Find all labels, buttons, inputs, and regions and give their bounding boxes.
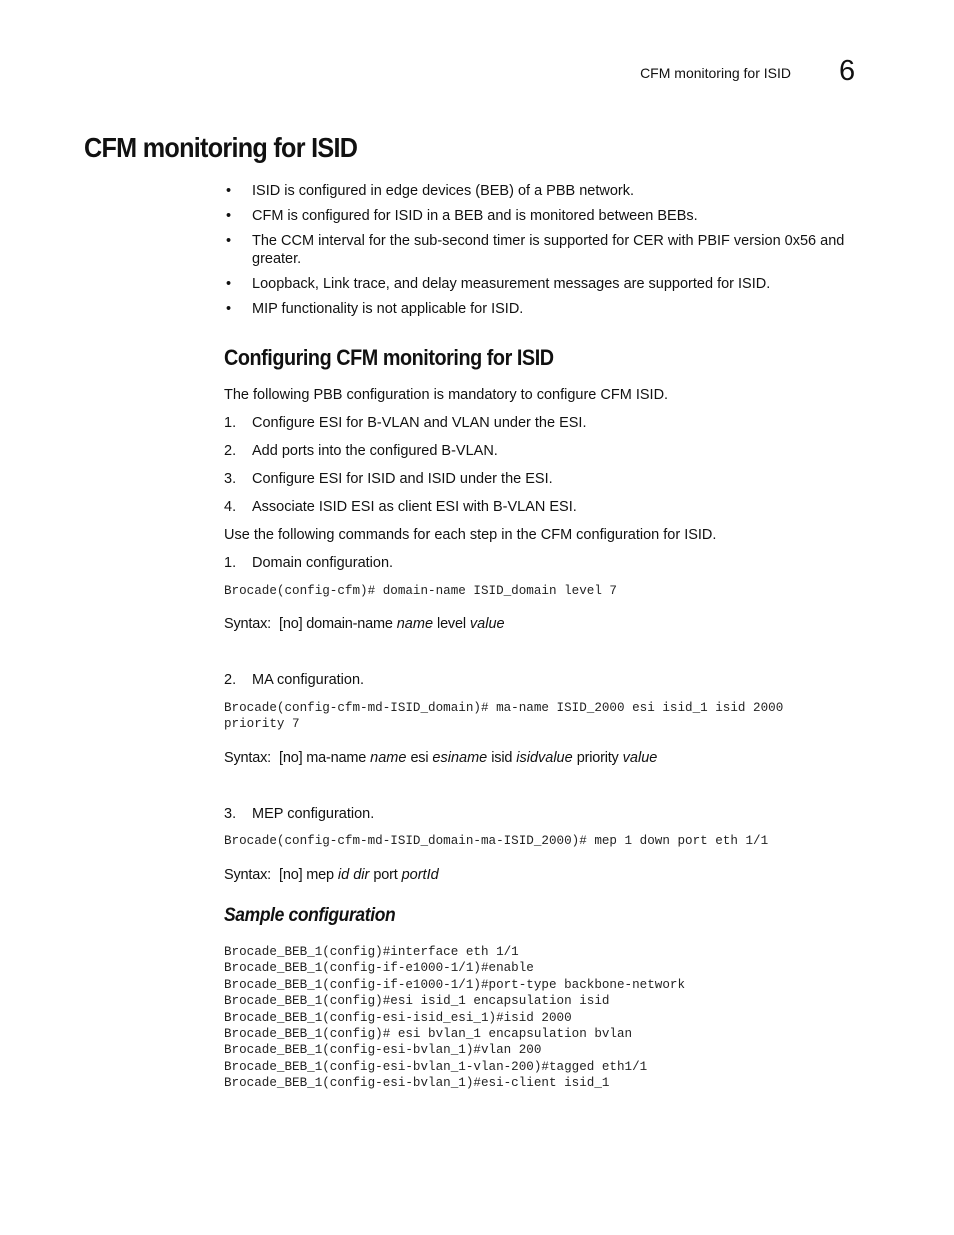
commands-intro-paragraph: Use the following commands for each step in the CFM configuration for ISID. [224, 527, 717, 543]
bullet-icon: • [226, 276, 232, 292]
running-header-section-title: CFM monitoring for ISID [640, 65, 791, 81]
syntax-variable: portId [401, 867, 439, 883]
syntax-keyword: level [437, 616, 466, 632]
prereq-step [224, 498, 577, 516]
bullet-text: The CCM interval for the sub-second timer is supported for CER with PBIF version 0x56 and greater. [252, 233, 845, 267]
sample-code-block: Brocade_BEB_1(config)#interface eth 1/1 Brocade_BEB_1(config-if-e1000-1/1)#enable Brocade_BEB_1(config-if-e1000-1/1)#port-type backbone-network Brocade_BEB_1(config)#esi isid_1 encapsulation isid Brocade_BEB_1(config-esi-isid_esi_1)#isid 2000 Brocade_BEB_1(config)# esi bvlan_1 encapsulation bvlan Brocade_BEB_1(config-esi-bvlan_1)#vlan 200 Brocade_BEB_1(config-esi-bvlan_1-vlan-200)#tagged eth1/1 Brocade_BEB_1(config-esi-bvlan_1)#esi-client isid_1 [224, 945, 686, 1091]
bullet-text: ISID is configured in edge devices (BEB) of a PBB network. [252, 183, 635, 199]
code-block: Brocade(config-cfm-md-ISID_domain)# ma-name ISID_2000 esi isid_1 isid 2000 priority 7 [224, 701, 784, 732]
bullet-item [224, 207, 854, 225]
syntax-variable: name [396, 616, 434, 632]
prereq-step [224, 470, 553, 488]
step-text: Domain configuration. [252, 555, 394, 571]
sample-heading: Sample configuration [224, 905, 396, 926]
bullet-item [224, 275, 854, 293]
bullet-item [224, 182, 854, 200]
step-number: 1. [224, 555, 237, 571]
code-block: Brocade(config-cfm-md-ISID_domain-ma-ISID_2000)# mep 1 down port eth 1/1 [224, 834, 769, 848]
syntax-keyword: priority [576, 750, 619, 766]
bullet-text: CFM is configured for ISID in a BEB and is monitored between BEBs. [252, 208, 698, 224]
step-text: Associate ISID ESI as client ESI with B-VLAN ESI. [252, 499, 577, 515]
syntax-label: Syntax: [224, 867, 271, 883]
config-step [224, 671, 364, 689]
syntax-variable: name [370, 750, 407, 766]
syntax-line [224, 866, 439, 884]
prereq-step [224, 442, 498, 460]
bullet-item [224, 300, 854, 318]
syntax-line [224, 749, 657, 767]
syntax-variable: esiname [432, 750, 488, 766]
syntax-keyword: [no] domain-name [279, 616, 393, 632]
step-number: 2. [224, 443, 237, 459]
code-block: Brocade(config-cfm)# domain-name ISID_domain level 7 [224, 584, 617, 598]
syntax-variable: isidvalue [516, 750, 573, 766]
step-number: 2. [224, 672, 237, 688]
step-number: 4. [224, 499, 237, 515]
step-text: Add ports into the configured B-VLAN. [252, 443, 498, 459]
syntax-keyword: port [373, 867, 398, 883]
syntax-variable: value [469, 616, 505, 632]
step-text: MA configuration. [252, 672, 365, 688]
step-text: Configure ESI for ISID and ISID under the ESI. [252, 471, 553, 487]
config-step [224, 805, 374, 823]
running-header-chapter-number: 6 [839, 55, 856, 87]
bullet-text: Loopback, Link trace, and delay measurement messages are supported for ISID. [252, 276, 771, 292]
syntax-keyword: isid [491, 750, 513, 766]
syntax-variable: value [622, 750, 658, 766]
bullet-icon: • [226, 183, 232, 199]
bullet-icon: • [226, 301, 232, 317]
step-text: MEP configuration. [252, 806, 375, 822]
bullet-icon: • [226, 208, 232, 224]
prereq-step [224, 414, 586, 432]
syntax-keyword: esi [410, 750, 429, 766]
syntax-keyword: [no] ma-name [279, 750, 367, 766]
intro-paragraph: The following PBB configuration is mandatory to configure CFM ISID. [224, 387, 669, 403]
step-text: Configure ESI for B-VLAN and VLAN under the ESI. [252, 415, 587, 431]
step-number: 3. [224, 806, 237, 822]
section-heading: Configuring CFM monitoring for ISID [224, 345, 554, 370]
bullet-icon: • [226, 233, 232, 249]
syntax-label: Syntax: [224, 616, 271, 632]
bullet-list [224, 182, 854, 325]
step-number: 1. [224, 415, 237, 431]
syntax-keyword: [no] mep [279, 867, 334, 883]
bullet-item [224, 232, 854, 268]
bullet-text: MIP functionality is not applicable for ISID. [252, 301, 524, 317]
syntax-line [224, 615, 505, 633]
syntax-variable: id dir [337, 867, 370, 883]
page-title: CFM monitoring for ISID [84, 132, 358, 163]
config-step [224, 554, 393, 572]
syntax-label: Syntax: [224, 750, 271, 766]
step-number: 3. [224, 471, 237, 487]
